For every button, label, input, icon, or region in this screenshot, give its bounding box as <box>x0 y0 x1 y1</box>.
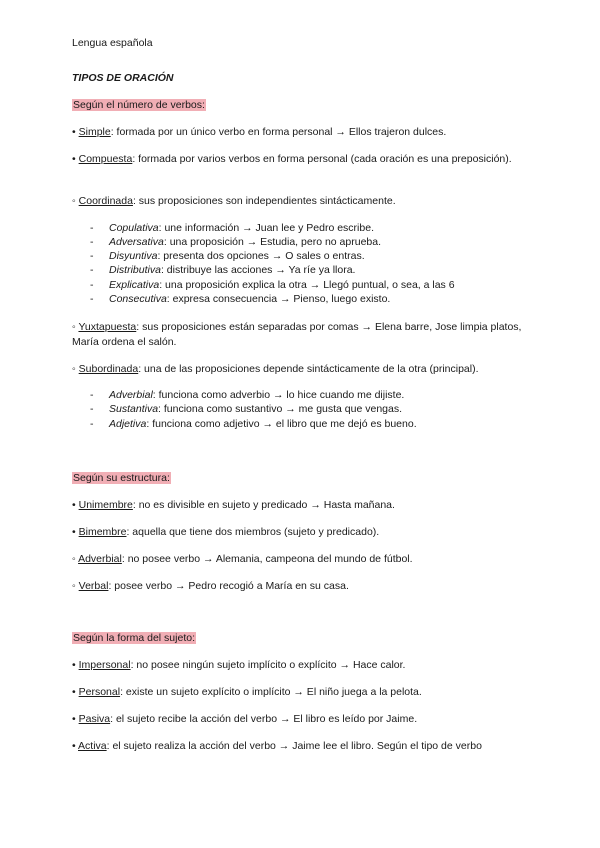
subtype-term: Copulativa <box>109 222 159 234</box>
definition-simple: : formada por un único verbo en forma personal → Ellos trajeron dulces. <box>110 126 447 138</box>
definition-yuxtapuesta: : sus proposiciones están separadas por comas → Elena barre, Jose limpia platos, María ordena el salón. <box>72 321 522 348</box>
bullet: ◦ <box>72 553 76 565</box>
dash: - <box>90 403 94 415</box>
dash: - <box>90 279 94 291</box>
definition-bimembre: : aquella que tiene dos miembros (sujeto y predicado). <box>126 526 380 538</box>
item-pasiva <box>72 712 532 727</box>
subtype-text: : una proposición explica la otra → Llegó puntual, o sea, a las 6 <box>159 279 455 291</box>
item-compuesta <box>72 152 532 167</box>
document-header: Lengua española <box>72 37 153 49</box>
term-unimembre: Unimembre <box>78 499 133 511</box>
bullet: ◦ <box>72 580 76 592</box>
bullet: • <box>72 153 76 165</box>
term-yuxtapuesta: Yuxtapuesta <box>78 321 137 333</box>
subtype-text: : presenta dos opciones → O sales o entras. <box>157 250 365 262</box>
bullet: • <box>72 740 76 752</box>
term-compuesta: Compuesta <box>78 153 133 165</box>
definition-verbal: : posee verbo → Pedro recogió a María en su casa. <box>108 580 349 592</box>
term-bimembre: Bimembre <box>78 526 127 538</box>
term-activa: Activa <box>78 740 107 752</box>
definition-pasiva: : el sujeto recibe la acción del verbo → El libro es leído por Jaime. <box>110 713 418 725</box>
item-personal <box>72 685 532 700</box>
term-coordinada: Coordinada <box>78 195 133 207</box>
dash: - <box>90 250 94 262</box>
bullet: • <box>72 499 76 511</box>
term-simple: Simple <box>78 126 111 138</box>
bullet: • <box>72 659 76 671</box>
term-impersonal: Impersonal <box>78 659 131 671</box>
section-heading-sujeto: Según la forma del sujeto: <box>73 632 195 644</box>
definition-coordinada: : sus proposiciones son independientes sintácticamente. <box>132 195 396 207</box>
item-unimembre <box>72 498 532 513</box>
subtype-term: Consecutiva <box>109 293 167 305</box>
document-title: TIPOS DE ORACIÓN <box>72 72 174 84</box>
term-personal: Personal <box>78 686 121 698</box>
bullet: ◦ <box>72 363 76 375</box>
item-impersonal <box>72 658 532 673</box>
bullet: • <box>72 686 76 698</box>
subtype-text: : expresa consecuencia → Pienso, luego existo. <box>166 293 391 305</box>
subtype-term: Adverbial <box>109 389 153 401</box>
bullet: • <box>72 126 76 138</box>
subtype-text: : funciona como adjetivo → el libro que me dejó es bueno. <box>146 418 417 430</box>
item-activa <box>72 739 532 754</box>
item-bimembre <box>72 525 532 540</box>
bullet: • <box>72 526 76 538</box>
dash: - <box>90 222 94 234</box>
section-heading-estructura: Según su estructura: <box>73 472 170 484</box>
subtype-term: Sustantiva <box>109 403 159 415</box>
item-yuxtapuesta <box>72 320 532 350</box>
definition-impersonal: : no posee ningún sujeto implícito o explícito → Hace calor. <box>130 659 406 671</box>
subtype-text: : funciona como adverbio → lo hice cuando me dijiste. <box>152 389 405 401</box>
definition-unimembre: : no es divisible en sujeto y predicado → Hasta mañana. <box>132 499 395 511</box>
term-pasiva: Pasiva <box>78 713 111 725</box>
bullet: • <box>72 713 76 725</box>
dash: - <box>90 418 94 430</box>
subtype-term: Adversativa <box>109 236 164 248</box>
dash: - <box>90 236 94 248</box>
item-subordinada <box>72 362 532 377</box>
definition-activa: : el sujeto realiza la acción del verbo → Jaime lee el libro. Según el tipo de verbo <box>106 740 482 752</box>
item-coordinada <box>72 194 532 209</box>
subtype-text: : una proposición → Estudia, pero no aprueba. <box>163 236 382 248</box>
term-subordinada: Subordinada <box>78 363 139 375</box>
bullet: ◦ <box>72 195 76 207</box>
dash: - <box>90 389 94 401</box>
subtype-term: Distributiva <box>109 264 161 276</box>
term-adverbial: Adverbial <box>78 553 122 565</box>
section-heading-verbos: Según el número de verbos: <box>73 99 205 111</box>
subtype-text: : funciona como sustantivo → me gusta que vengas. <box>158 403 403 415</box>
subtype-text: : une información → Juan lee y Pedro escribe. <box>158 222 374 234</box>
term-verbal: Verbal <box>78 580 109 592</box>
definition-compuesta: : formada por varios verbos en forma personal (cada oración es una preposición). <box>132 153 512 165</box>
subtype-term: Explicativa <box>109 279 160 291</box>
subtype-term: Disyuntiva <box>109 250 158 262</box>
bullet: ◦ <box>72 321 76 333</box>
definition-subordinada: : una de las proposiciones depende sintácticamente de la otra (principal). <box>138 363 479 375</box>
dash: - <box>90 264 94 276</box>
item-simple <box>72 125 532 140</box>
item-adverbial <box>72 552 532 567</box>
subtype-term: Adjetiva <box>109 418 147 430</box>
definition-personal: : existe un sujeto explícito o implícito → El niño juega a la pelota. <box>120 686 422 698</box>
item-verbal <box>72 579 532 594</box>
subtype-text: : distribuye las acciones → Ya ríe ya llora. <box>160 264 356 276</box>
dash: - <box>90 293 94 305</box>
definition-adverbial: : no posee verbo → Alemania, campeona del mundo de fútbol. <box>121 553 413 565</box>
